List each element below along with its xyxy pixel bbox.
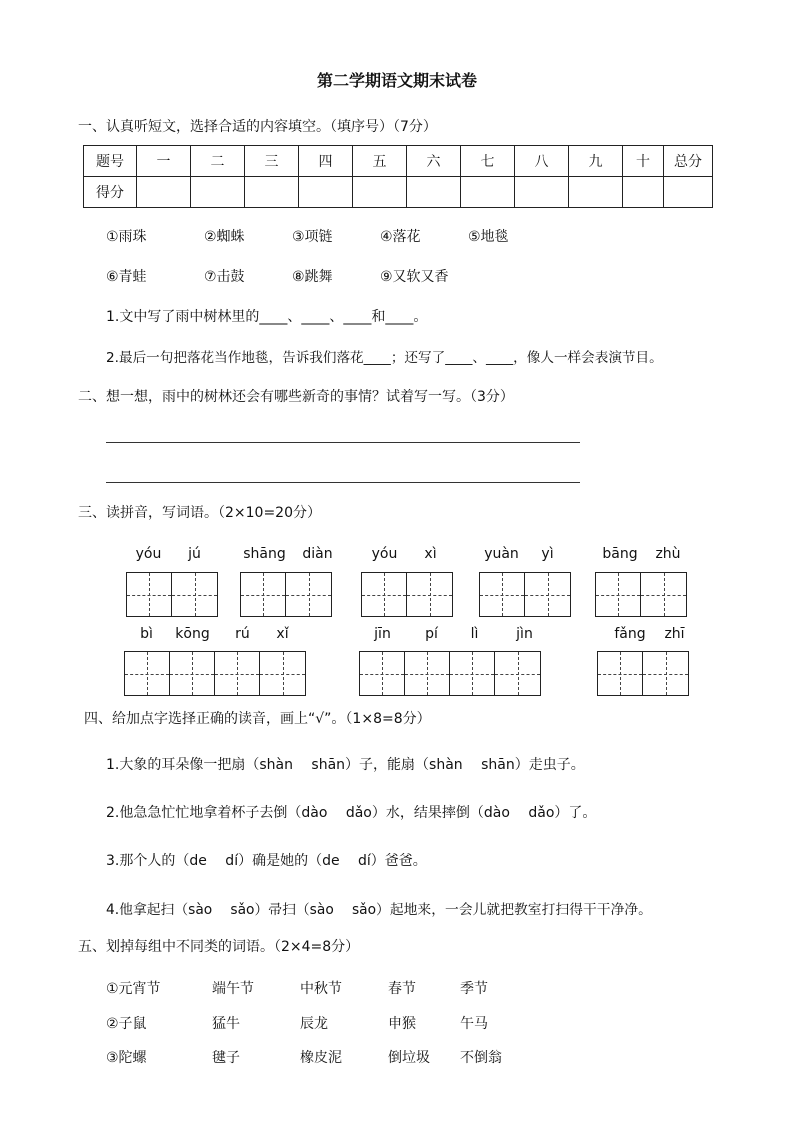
option-item: ①雨珠 [106, 229, 147, 245]
score-input-cell[interactable] [245, 177, 299, 208]
score-input-cell[interactable] [191, 177, 245, 208]
character-cell[interactable] [405, 652, 450, 695]
word-item[interactable]: 午马 [460, 1016, 488, 1032]
score-input-cell[interactable] [407, 177, 461, 208]
score-input-cell[interactable] [515, 177, 569, 208]
score-cell: 总分 [664, 146, 713, 177]
pinyin-label: yì [541, 546, 554, 562]
question-4-2: 2.他急急忙忙地拿着杯子去倒（dào dǎo）水，结果摔倒（dào dǎo）了。 [106, 805, 597, 821]
pinyin-label: zhī [664, 626, 685, 642]
character-grid[interactable] [126, 572, 218, 617]
score-cell: 二 [191, 146, 245, 177]
word-item[interactable]: 橡皮泥 [300, 1050, 342, 1066]
pinyin-label: lì [470, 626, 479, 642]
character-cell[interactable] [170, 652, 215, 695]
score-input-cell[interactable] [664, 177, 713, 208]
pinyin-label: fǎng [614, 626, 646, 642]
option-item: ⑦击鼓 [204, 269, 245, 285]
word-item[interactable]: 不倒翁 [460, 1050, 502, 1066]
character-cell[interactable] [525, 573, 570, 616]
score-input-cell[interactable] [623, 177, 664, 208]
score-cell: 题号 [84, 146, 137, 177]
question-4-1: 1.大象的耳朵像一把扇（shàn shān）子，能扇（shàn shān）走虫子。 [106, 757, 585, 773]
score-cell: 八 [515, 146, 569, 177]
question-1-2: 2.最后一句把落花当作地毯，告诉我们落花____；还写了____、____，像人一样会表演节目。 [106, 350, 663, 366]
score-cell: 九 [569, 146, 623, 177]
score-row-label: 得分 [84, 177, 137, 208]
section-2-heading: 二、想一想，雨中的树林还会有哪些新奇的事情？试着写一写。（3分） [78, 389, 514, 405]
pinyin-label: rú [235, 626, 250, 642]
pinyin-label: diàn [302, 546, 333, 562]
character-grid[interactable] [595, 572, 687, 617]
score-cell: 三 [245, 146, 299, 177]
word-item[interactable]: 猛牛 [212, 1016, 240, 1032]
character-cell[interactable] [241, 573, 286, 616]
pinyin-label: yóu [135, 546, 162, 562]
pinyin-label: zhù [655, 546, 681, 562]
option-item: ⑧跳舞 [292, 269, 333, 285]
character-grid[interactable] [479, 572, 571, 617]
character-cell[interactable] [362, 573, 407, 616]
character-grid[interactable] [359, 651, 541, 696]
score-cell: 十 [623, 146, 664, 177]
option-item: ⑥青蛙 [106, 269, 147, 285]
pinyin-label: jú [188, 546, 201, 562]
character-cell[interactable] [215, 652, 260, 695]
word-item[interactable]: 中秋节 [300, 981, 342, 997]
option-item: ③项链 [292, 229, 333, 245]
character-cell[interactable] [480, 573, 525, 616]
character-cell[interactable] [641, 573, 686, 616]
character-cell[interactable] [286, 573, 331, 616]
question-4-3: 3.那个人的（de dí）确是她的（de dí）爸爸。 [106, 853, 427, 869]
character-cell[interactable] [450, 652, 495, 695]
page-title: 第二学期语文期末试卷 [316, 71, 477, 90]
score-table-score-row [84, 177, 713, 208]
score-table [83, 145, 713, 208]
pinyin-label: kōng [175, 626, 210, 642]
pinyin-label: shāng [243, 546, 286, 562]
word-item[interactable]: 毽子 [212, 1050, 240, 1066]
character-cell[interactable] [643, 652, 688, 695]
word-item[interactable]: 端午节 [212, 981, 254, 997]
character-cell[interactable] [407, 573, 452, 616]
character-cell[interactable] [598, 652, 643, 695]
character-cell[interactable] [172, 573, 217, 616]
score-table-header-row [84, 146, 713, 177]
word-item[interactable]: 春节 [388, 981, 416, 997]
character-cell[interactable] [360, 652, 405, 695]
pinyin-label: jìn [516, 626, 533, 642]
pinyin-label: xǐ [276, 626, 289, 642]
pinyin-label: yuàn [484, 546, 519, 562]
character-grid[interactable] [124, 651, 306, 696]
option-item: ②蜘蛛 [204, 229, 245, 245]
character-cell[interactable] [125, 652, 170, 695]
character-cell[interactable] [596, 573, 641, 616]
score-input-cell[interactable] [461, 177, 515, 208]
character-grid[interactable] [597, 651, 689, 696]
character-cell[interactable] [495, 652, 540, 695]
section-1-heading: 一、认真听短文，选择合适的内容填空。（填序号）（7分） [78, 119, 437, 135]
writing-line[interactable] [106, 482, 580, 483]
word-item[interactable]: ②子鼠 [106, 1016, 147, 1032]
character-cell[interactable] [127, 573, 172, 616]
question-1-1: 1.文中写了雨中树林里的____、____、____和____。 [106, 309, 428, 325]
word-item[interactable]: ①元宵节 [106, 981, 161, 997]
option-item: ⑨又软又香 [380, 269, 449, 285]
pinyin-label: pí [425, 626, 438, 642]
character-cell[interactable] [260, 652, 305, 695]
word-item[interactable]: 季节 [460, 981, 488, 997]
score-input-cell[interactable] [569, 177, 623, 208]
word-item[interactable]: ③陀螺 [106, 1050, 147, 1066]
section-4-heading: 四、给加点字选择正确的读音，画上“√”。（1×8=8分） [84, 711, 431, 727]
pinyin-label: bāng [602, 546, 638, 562]
score-input-cell[interactable] [353, 177, 407, 208]
score-cell: 七 [461, 146, 515, 177]
option-item: ⑤地毯 [468, 229, 509, 245]
word-item[interactable]: 申猴 [388, 1016, 416, 1032]
word-item[interactable]: 倒垃圾 [388, 1050, 430, 1066]
writing-line[interactable] [106, 442, 580, 443]
score-input-cell[interactable] [137, 177, 191, 208]
word-item[interactable]: 辰龙 [300, 1016, 328, 1032]
pinyin-label: jīn [374, 626, 391, 642]
section-5-heading: 五、划掉每组中不同类的词语。（2×4=8分） [78, 939, 360, 955]
section-3-heading: 三、读拼音，写词语。（2×10=20分） [78, 505, 321, 521]
question-4-4: 4.他拿起扫（sào sǎo）帚扫（sào sǎo）起地来，一会儿就把教室打扫得干干净净。 [106, 902, 652, 918]
character-grid[interactable] [361, 572, 453, 617]
pinyin-label: yóu [371, 546, 398, 562]
score-cell: 一 [137, 146, 191, 177]
option-item: ④落花 [380, 229, 421, 245]
character-grid[interactable] [240, 572, 332, 617]
score-cell: 四 [299, 146, 353, 177]
score-cell: 六 [407, 146, 461, 177]
score-input-cell[interactable] [299, 177, 353, 208]
pinyin-label: bì [140, 626, 153, 642]
score-cell: 五 [353, 146, 407, 177]
pinyin-label: xì [424, 546, 437, 562]
